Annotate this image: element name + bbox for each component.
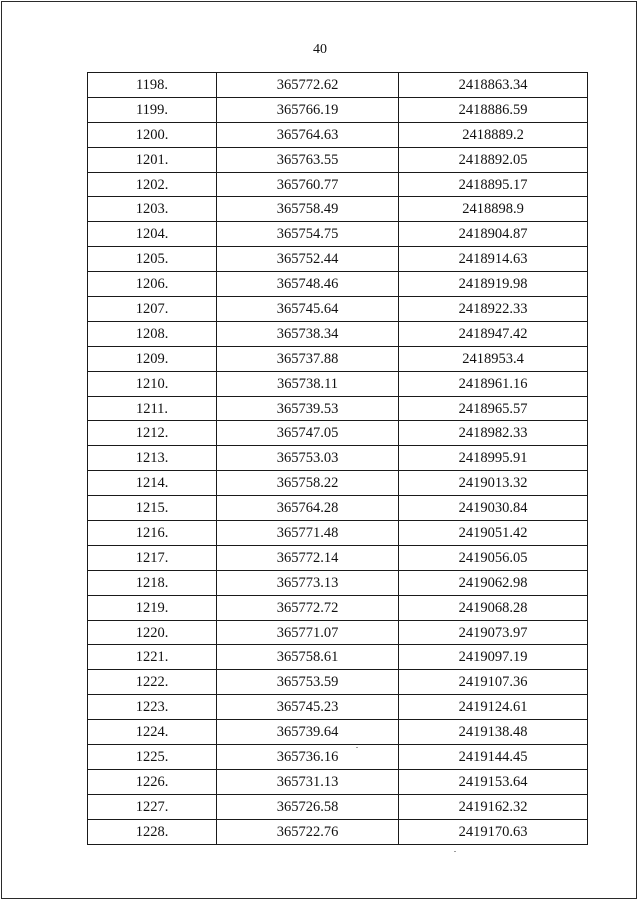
y-coordinate-cell: 2419107.36 (399, 670, 588, 695)
table-row (88, 222, 588, 247)
table-row (88, 122, 588, 147)
table-row (88, 819, 588, 844)
x-coordinate-cell: 365764.63 (217, 122, 399, 147)
table-row (88, 521, 588, 546)
point-number-cell: 1200. (88, 122, 217, 147)
table-row (88, 769, 588, 794)
point-number-cell: 1210. (88, 371, 217, 396)
x-coordinate-cell: 365747.05 (217, 421, 399, 446)
table-row (88, 396, 588, 421)
x-coordinate-cell: 365772.62 (217, 73, 399, 98)
y-coordinate-cell: 2419030.84 (399, 496, 588, 521)
point-number-cell: 1226. (88, 769, 217, 794)
table-row (88, 745, 588, 770)
x-coordinate-cell: 365764.28 (217, 496, 399, 521)
table-row (88, 620, 588, 645)
point-number-cell: 1207. (88, 297, 217, 322)
table-row (88, 496, 588, 521)
y-coordinate-cell: 2418947.42 (399, 321, 588, 346)
y-coordinate-cell: 2419153.64 (399, 769, 588, 794)
y-coordinate-cell: 2419068.28 (399, 595, 588, 620)
y-coordinate-cell: 2418886.59 (399, 97, 588, 122)
point-number-cell: 1223. (88, 695, 217, 720)
table-row (88, 720, 588, 745)
x-coordinate-cell: 365739.64 (217, 720, 399, 745)
x-coordinate-cell: 365760.77 (217, 172, 399, 197)
x-coordinate-cell: 365748.46 (217, 272, 399, 297)
point-number-cell: 1224. (88, 720, 217, 745)
table-row (88, 147, 588, 172)
y-coordinate-cell: 2418982.33 (399, 421, 588, 446)
point-number-cell: 1205. (88, 247, 217, 272)
y-coordinate-cell: 2419124.61 (399, 695, 588, 720)
scan-speck (454, 851, 456, 852)
table-row (88, 471, 588, 496)
y-coordinate-cell: 2419062.98 (399, 570, 588, 595)
point-number-cell: 1216. (88, 521, 217, 546)
coordinates-table-body (88, 73, 588, 845)
table-row (88, 670, 588, 695)
table-row (88, 695, 588, 720)
table-row (88, 570, 588, 595)
coordinates-table (87, 72, 588, 845)
table-row (88, 247, 588, 272)
table-row (88, 371, 588, 396)
x-coordinate-cell: 365739.53 (217, 396, 399, 421)
point-number-cell: 1208. (88, 321, 217, 346)
table-row (88, 97, 588, 122)
x-coordinate-cell: 365738.34 (217, 321, 399, 346)
x-coordinate-cell: 365758.61 (217, 645, 399, 670)
y-coordinate-cell: 2419097.19 (399, 645, 588, 670)
y-coordinate-cell: 2418904.87 (399, 222, 588, 247)
table-row (88, 73, 588, 98)
y-coordinate-cell: 2418953.4 (399, 346, 588, 371)
x-coordinate-cell: 365738.11 (217, 371, 399, 396)
y-coordinate-cell: 2418922.33 (399, 297, 588, 322)
point-number-cell: 1219. (88, 595, 217, 620)
table-row (88, 172, 588, 197)
x-coordinate-cell: 365737.88 (217, 346, 399, 371)
point-number-cell: 1227. (88, 794, 217, 819)
point-number-cell: 1209. (88, 346, 217, 371)
point-number-cell: 1198. (88, 73, 217, 98)
x-coordinate-cell: 365758.22 (217, 471, 399, 496)
table-row (88, 794, 588, 819)
x-coordinate-cell: 365753.59 (217, 670, 399, 695)
y-coordinate-cell: 2419013.32 (399, 471, 588, 496)
x-coordinate-cell: 365731.13 (217, 769, 399, 794)
point-number-cell: 1225. (88, 745, 217, 770)
y-coordinate-cell: 2418919.98 (399, 272, 588, 297)
point-number-cell: 1204. (88, 222, 217, 247)
x-coordinate-cell: 365745.64 (217, 297, 399, 322)
point-number-cell: 1222. (88, 670, 217, 695)
y-coordinate-cell: 2418892.05 (399, 147, 588, 172)
table-row (88, 446, 588, 471)
y-coordinate-cell: 2419056.05 (399, 545, 588, 570)
x-coordinate-cell: 365726.58 (217, 794, 399, 819)
table-row (88, 272, 588, 297)
x-coordinate-cell: 365763.55 (217, 147, 399, 172)
point-number-cell: 1228. (88, 819, 217, 844)
y-coordinate-cell: 2418914.63 (399, 247, 588, 272)
point-number-cell: 1221. (88, 645, 217, 670)
point-number-cell: 1203. (88, 197, 217, 222)
point-number-cell: 1206. (88, 272, 217, 297)
table-row (88, 346, 588, 371)
y-coordinate-cell: 2418889.2 (399, 122, 588, 147)
table-row (88, 321, 588, 346)
point-number-cell: 1217. (88, 545, 217, 570)
point-number-cell: 1215. (88, 496, 217, 521)
x-coordinate-cell: 365722.76 (217, 819, 399, 844)
table-row (88, 297, 588, 322)
y-coordinate-cell: 2419144.45 (399, 745, 588, 770)
x-coordinate-cell: 365772.72 (217, 595, 399, 620)
point-number-cell: 1199. (88, 97, 217, 122)
y-coordinate-cell: 2418863.34 (399, 73, 588, 98)
point-number-cell: 1212. (88, 421, 217, 446)
y-coordinate-cell: 2419162.32 (399, 794, 588, 819)
x-coordinate-cell: 365752.44 (217, 247, 399, 272)
y-coordinate-cell: 2418895.17 (399, 172, 588, 197)
x-coordinate-cell: 365736.16 (217, 745, 399, 770)
x-coordinate-cell: 365745.23 (217, 695, 399, 720)
scan-speck (356, 747, 358, 748)
x-coordinate-cell: 365758.49 (217, 197, 399, 222)
x-coordinate-cell: 365766.19 (217, 97, 399, 122)
y-coordinate-cell: 2418995.91 (399, 446, 588, 471)
y-coordinate-cell: 2419138.48 (399, 720, 588, 745)
x-coordinate-cell: 365771.48 (217, 521, 399, 546)
point-number-cell: 1220. (88, 620, 217, 645)
x-coordinate-cell: 365773.13 (217, 570, 399, 595)
y-coordinate-cell: 2418965.57 (399, 396, 588, 421)
point-number-cell: 1211. (88, 396, 217, 421)
point-number-cell: 1202. (88, 172, 217, 197)
point-number-cell: 1218. (88, 570, 217, 595)
point-number-cell: 1213. (88, 446, 217, 471)
table-row (88, 197, 588, 222)
table-row (88, 595, 588, 620)
table-row (88, 545, 588, 570)
table-row (88, 421, 588, 446)
y-coordinate-cell: 2418961.16 (399, 371, 588, 396)
x-coordinate-cell: 365754.75 (217, 222, 399, 247)
y-coordinate-cell: 2419073.97 (399, 620, 588, 645)
table-row (88, 645, 588, 670)
y-coordinate-cell: 2419051.42 (399, 521, 588, 546)
x-coordinate-cell: 365753.03 (217, 446, 399, 471)
x-coordinate-cell: 365772.14 (217, 545, 399, 570)
point-number-cell: 1201. (88, 147, 217, 172)
x-coordinate-cell: 365771.07 (217, 620, 399, 645)
point-number-cell: 1214. (88, 471, 217, 496)
y-coordinate-cell: 2419170.63 (399, 819, 588, 844)
page-number: 40 (313, 42, 327, 57)
y-coordinate-cell: 2418898.9 (399, 197, 588, 222)
